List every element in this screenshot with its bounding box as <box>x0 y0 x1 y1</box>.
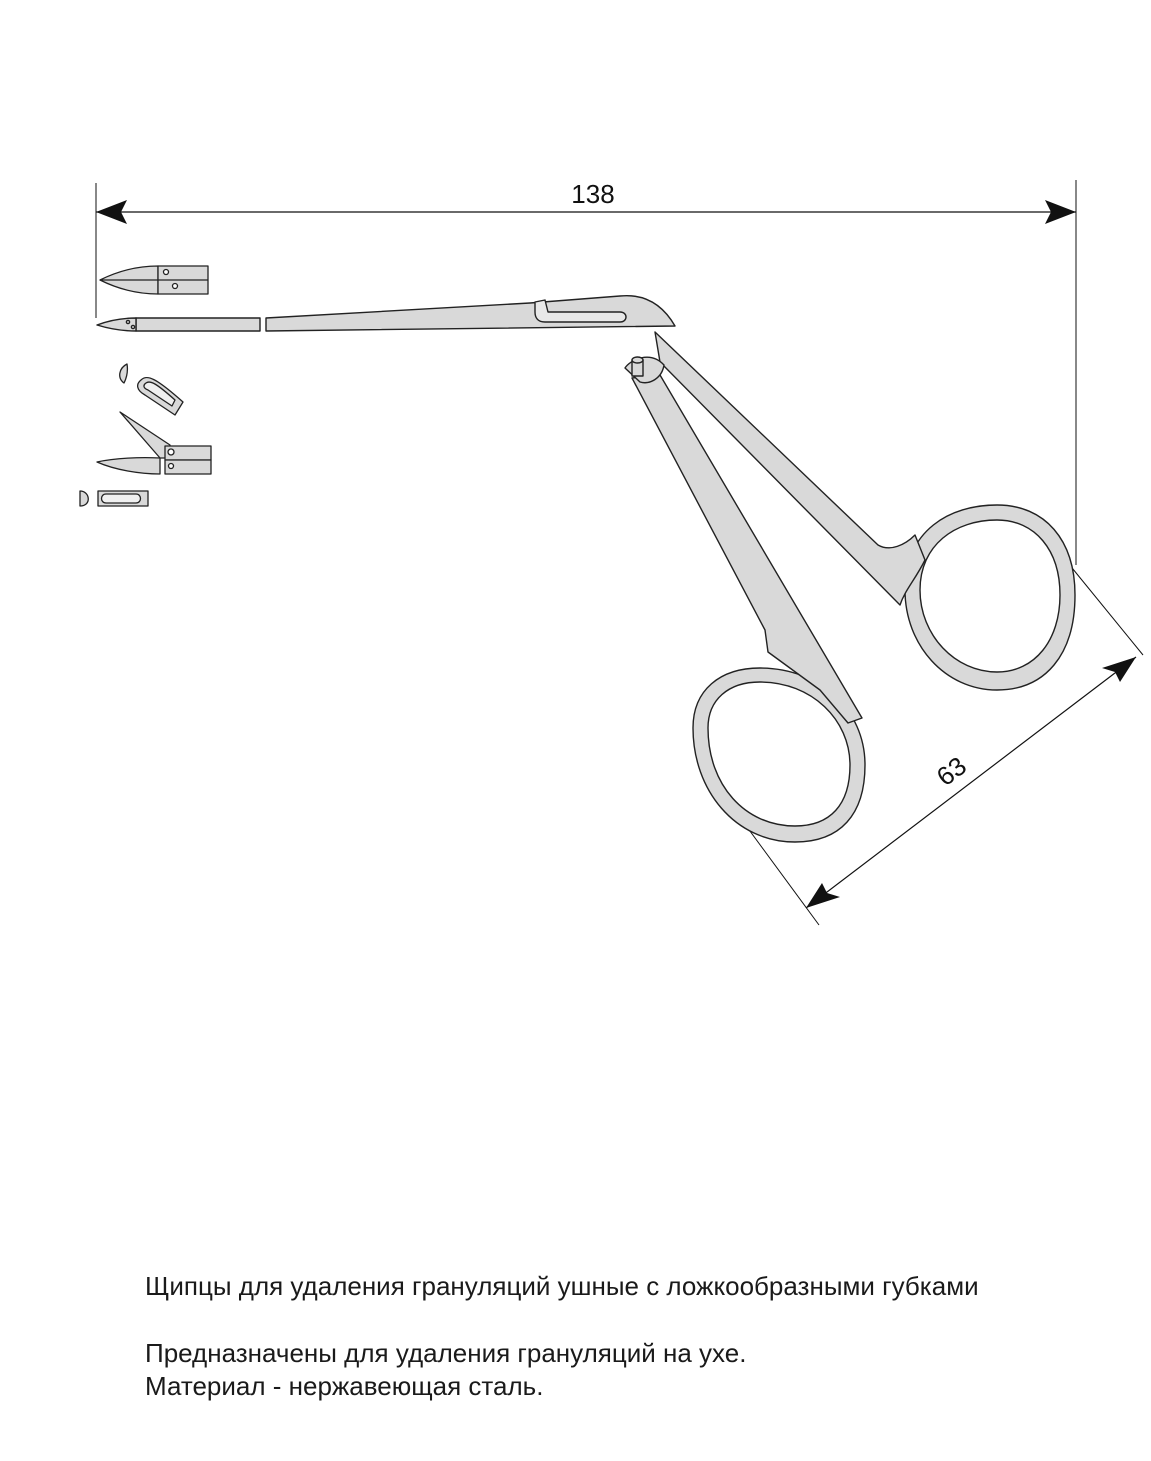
hinge-pin-top <box>632 357 643 363</box>
caption-material: Материал - нержавеющая сталь. <box>145 1371 544 1401</box>
detail-open-jaw-rivet-1 <box>168 449 174 455</box>
caption-title: Щипцы для удаления грануляций ушные с ложкообразными губками <box>145 1271 979 1301</box>
upper-finger-ring <box>905 505 1075 690</box>
detail-cup-section-1 <box>120 364 128 383</box>
forceps-main <box>97 296 1075 842</box>
tip-rivet-1 <box>126 320 129 323</box>
overall-length-dimension <box>96 179 1076 565</box>
detail-open-lower-jaw <box>97 458 160 474</box>
overall-length-label: 138 <box>571 179 615 209</box>
detail-cup-section-2 <box>80 491 88 506</box>
front-tube <box>136 318 260 331</box>
detail-open-upper-jaw <box>120 412 170 458</box>
detail-closed-jaw-rivet-2 <box>173 284 178 289</box>
extension-line-top <box>1068 563 1143 655</box>
ring-span-label: 63 <box>930 750 972 792</box>
caption-description: Предназначены для удаления грануляций на ухе. <box>145 1338 747 1368</box>
detail-closed-jaw-rivet-1 <box>164 270 169 275</box>
jaw-detail-views <box>80 266 211 506</box>
detail-open-jaw-rivet-2 <box>169 464 174 469</box>
front-tip <box>97 318 136 331</box>
tip-rivet-2 <box>131 325 134 328</box>
detail-jaw-bottom-cup <box>102 494 141 503</box>
